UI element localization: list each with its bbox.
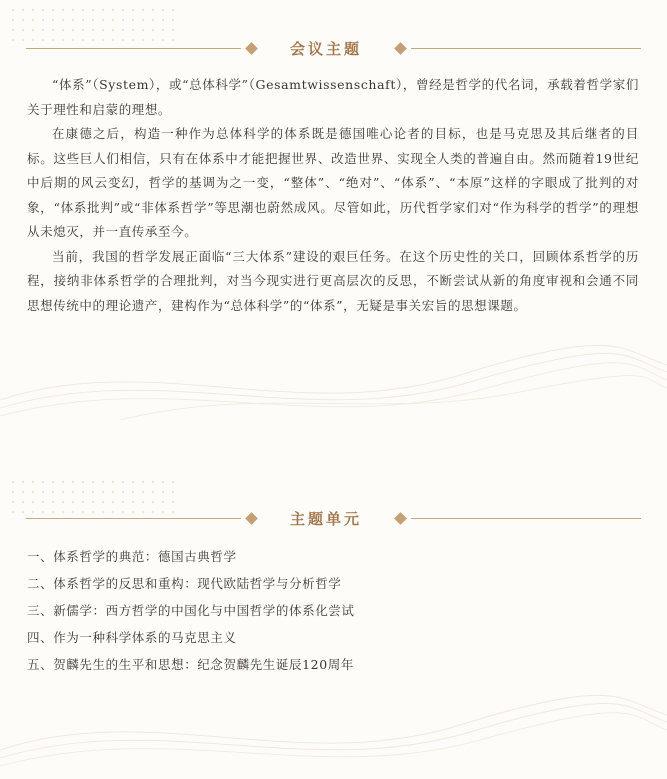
theme-description	[27, 73, 639, 318]
paragraph: 当前，我国的哲学发展正面临“三大体系”建设的艰巨任务。在这个历史性的关口，回顾体系哲学的历程，接纳非体系哲学的合理批判，对当今现实进行更高层次的反思，不断尝试从新的角度审视和会通不同思想传统中的理论遗产，建构作为“总体科学”的“体系”，无疑是事关宏旨的思想课题。	[27, 248, 639, 313]
heading-rule-left	[26, 48, 241, 49]
wave-decoration-top	[0, 330, 667, 420]
list-item: 二、体系哲学的反思和重构：现代欧陆哲学与分析哲学	[27, 576, 342, 591]
section-title-theme: 会议主题	[289, 39, 362, 58]
diamond-icon	[394, 42, 407, 55]
list-item: 一、体系哲学的典范：德国古典哲学	[27, 549, 237, 564]
wave-decoration-bottom	[0, 685, 667, 775]
diamond-icon	[245, 42, 258, 55]
diamond-icon	[245, 512, 258, 525]
heading-rule-right	[411, 518, 641, 519]
list-item: 三、新儒学：西方哲学的中国化与中国哲学的体系化尝试	[27, 603, 355, 618]
paragraph: 在康德之后，构造一种作为总体科学的体系既是德国唯心论者的目标，也是马克思及其后继者的目标。这些巨人们相信，只有在体系中才能把握世界、改造世界、实现全人类的普遍自由。然而随着19世纪中后期的风云变幻，哲学的基调为之一变，“整体”、“绝对”、“体系”、“本原”这样的字眼成了批判的对象，“体系批判”或“非体系哲学”等思潮也蔚然成风。尽管如此，历代哲学家们对“作为科学的哲学”的理想从未熄灭，并一直传承至今。	[27, 126, 639, 239]
diamond-icon	[394, 512, 407, 525]
unit-list	[27, 545, 639, 680]
section-heading-row-units	[0, 506, 667, 530]
section-title-units: 主题单元	[289, 509, 362, 528]
section-heading-row-theme	[0, 36, 667, 60]
list-item: 五、贺麟先生的生平和思想：纪念贺麟先生诞辰120周年	[27, 657, 354, 672]
heading-rule-right	[411, 48, 641, 49]
paragraph: “体系”（System），或“总体科学”（Gesamtwissenschaft），曾经是哲学的代名词，承载着哲学家们关于理性和启蒙的理想。	[27, 77, 639, 117]
list-item: 四、作为一种科学体系的马克思主义	[27, 630, 237, 645]
heading-rule-left	[26, 518, 241, 519]
